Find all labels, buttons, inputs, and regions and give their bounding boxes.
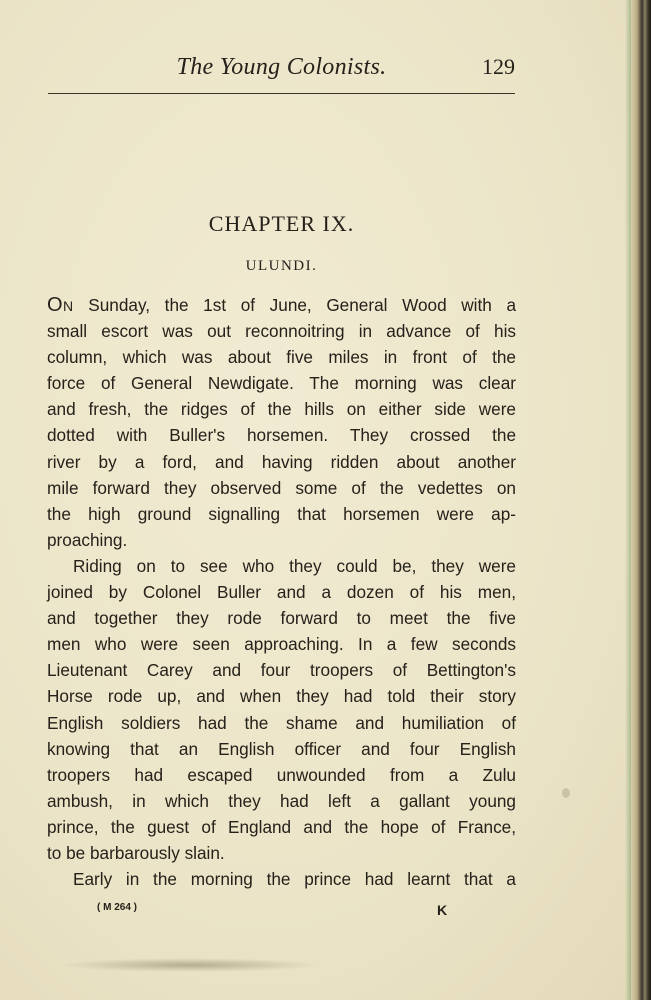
body-line — [47, 579, 516, 605]
body-line — [47, 553, 516, 579]
body-line — [47, 762, 516, 788]
body-line-text: and fresh, the ridges of the hills on either side were — [47, 399, 516, 420]
body-line-text: force of General Newdigate. The morning was clear — [47, 373, 516, 394]
running-title: The Young Colonists. — [176, 54, 387, 80]
body-line — [47, 683, 516, 709]
body-line — [47, 814, 516, 840]
body-line-text: prince, the guest of England and the hope of France, — [47, 816, 516, 837]
book-spine-edge — [631, 0, 651, 1000]
body-line — [47, 292, 516, 318]
body-line-text: knowing that an English officer and four English — [47, 738, 516, 759]
body-line-text: Horse rode up, and when they had told their story — [47, 686, 516, 707]
body-line — [47, 527, 516, 553]
body-line-text: small escort was out reconnoitring in advance of his — [47, 321, 516, 342]
printer-signature-mark: ( M 264 ) — [97, 902, 138, 913]
body-line — [47, 631, 516, 657]
body-line — [47, 344, 516, 370]
body-line — [47, 657, 516, 683]
body-line — [47, 736, 516, 762]
body-text — [47, 292, 516, 892]
body-line — [47, 866, 516, 892]
page-number: 129 — [482, 54, 515, 79]
body-line-text: Early in the morning the prince had learnt that a — [73, 869, 516, 890]
body-line-text: men who were seen approaching. In a few seconds — [47, 634, 516, 655]
body-line — [47, 710, 516, 736]
body-line-text: Riding on to see who they could be, they were — [73, 555, 516, 576]
body-line-text: Lieutenant Carey and four troopers of Bettington's — [47, 660, 516, 681]
chapter-subtitle: ULUNDI. — [245, 258, 318, 274]
body-line-text: troopers had escaped unwounded from a Zulu — [47, 764, 516, 785]
body-line-text: proaching. — [47, 529, 128, 550]
body-line-text: joined by Colonel Buller and a dozen of his men, — [47, 582, 516, 603]
body-line-text: Sunday, the 1st of June, General Wood with a — [73, 295, 516, 315]
header-rule — [48, 93, 515, 94]
body-line-text: river by a ford, and having ridden about another — [47, 451, 516, 472]
body-line-text: mile forward they observed some of the vedettes on — [47, 477, 516, 498]
body-line-text: ambush, in which they had left a gallant young — [47, 790, 516, 811]
body-line — [47, 370, 516, 396]
body-line — [47, 318, 516, 344]
body-line — [47, 501, 516, 527]
body-line — [47, 840, 516, 866]
body-line — [47, 396, 516, 422]
body-line-text: to be barbarously slain. — [47, 842, 225, 863]
body-line — [47, 422, 516, 448]
opening-small-caps: On — [47, 294, 74, 316]
running-header — [48, 54, 515, 90]
body-line-text: and together they rode forward to meet the five — [47, 608, 516, 629]
body-line-text: dotted with Buller's horsemen. They crossed the — [47, 425, 516, 446]
body-line — [47, 475, 516, 501]
body-line-text: column, which was about five miles in front of the — [47, 347, 516, 368]
body-line — [47, 449, 516, 475]
body-line-text: the high ground signalling that horsemen were ap- — [47, 503, 516, 524]
paper-speck — [562, 788, 570, 798]
body-line-text: English soldiers had the shame and humiliation of — [47, 712, 516, 733]
page-curl-shadow — [60, 958, 320, 972]
body-line — [47, 605, 516, 631]
gathering-signature-letter: K — [437, 902, 448, 918]
body-line — [47, 788, 516, 814]
chapter-heading: CHAPTER IX. — [208, 211, 355, 236]
